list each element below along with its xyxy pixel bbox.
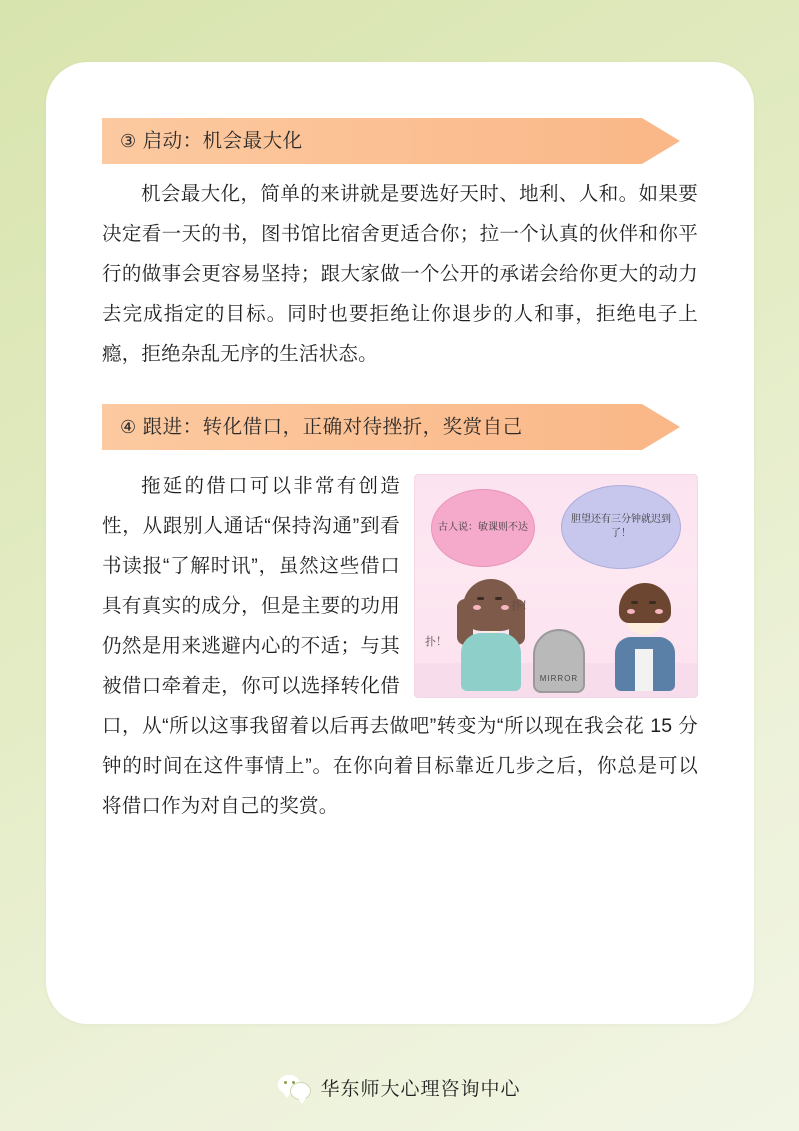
boy-character <box>605 583 689 691</box>
sfx-text-right: 扑！ <box>511 600 533 612</box>
girl-body <box>461 633 521 691</box>
section-banner-3 <box>102 118 698 164</box>
section-heading-3 <box>120 118 303 164</box>
boy-eye-right <box>649 601 656 604</box>
boy-shirt <box>635 649 653 691</box>
girl-eye-left <box>477 597 484 600</box>
banner-arrow-tip-icon <box>642 118 680 164</box>
footer <box>0 1073 799 1101</box>
section-body-4: 拖延的借口可以非常有创造性，从跟别人通话“保持沟通”到看书读报“了解时讯”，虽然这些借口具有真实的成分，但是主要的功用仍然是用来逃避内心的不适；与其被借口牵着走，你可以选择转化借口，从“所以这事我留着以后再去做吧”转变为“所以现在我会花 15 分钟的时间在这件事情上”。在你向着目标靠近几步之后，你总是可以将借口作为对自己的奖赏。 <box>102 475 698 817</box>
boy-blush-right <box>655 609 663 614</box>
speech-bubble-left: 古人说：敏课则不达 <box>431 489 535 567</box>
footer-account-name: 华东师大心理咨询中心 <box>320 1078 521 1100</box>
girl-blush-right <box>501 605 509 610</box>
girl-blush-left <box>473 605 481 610</box>
section-number-4: ④ <box>120 417 137 437</box>
banner-arrow-tip-icon <box>642 404 680 450</box>
sfx-text-left: 扑！ <box>425 636 447 648</box>
speech-bubble-right: 胆望还有三分钟就迟到了！ <box>561 485 681 569</box>
girl-eye-right <box>495 597 502 600</box>
boy-eye-left <box>631 601 638 604</box>
section-number-3: ③ <box>120 131 137 151</box>
document-content <box>102 118 698 826</box>
section-title-3: 启动：机会最大化 <box>142 130 303 152</box>
section-heading-4 <box>120 404 523 450</box>
wechat-icon <box>278 1073 310 1101</box>
girl-character <box>447 579 539 691</box>
wechat-bubble-small <box>290 1082 311 1100</box>
section-4-body-block <box>102 466 698 826</box>
cartoon-illustration <box>414 474 698 698</box>
boy-hair <box>619 583 671 623</box>
section-title-4: 跟进：转化借口，正确对待挫折，奖赏自己 <box>142 416 523 438</box>
boy-blush-left <box>627 609 635 614</box>
section-body-3: 机会最大化，简单的来讲就是要选好天时、地利、人和。如果要决定看一天的书，图书馆比宿舍更适合你；拉一个认真的伙伴和你平行的做事会更容易坚持；跟大家做一个公开的承诺会给你更大的动力去完成指定的目标。同时也要拒绝让你退步的人和事，拒绝电子上瘾，拒绝杂乱无序的生活状态。 <box>102 183 698 365</box>
mirror-object: MIRROR <box>533 629 585 693</box>
section-banner-4 <box>102 404 698 450</box>
